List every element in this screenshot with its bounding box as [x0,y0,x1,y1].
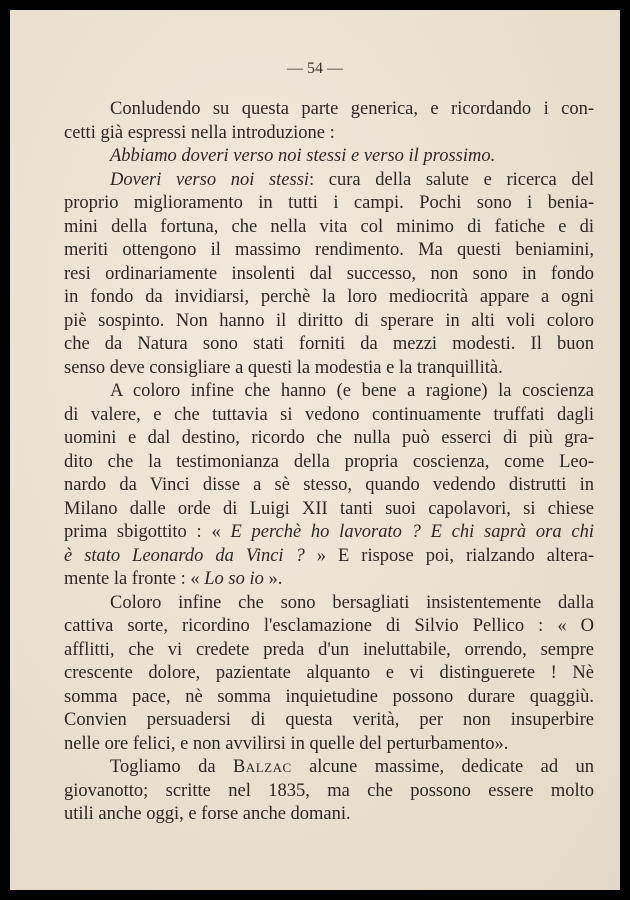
text-line [64,639,594,663]
text-segment: che da Natura sono stati forniti da mezzi modesti. Il buon [64,334,594,354]
text-line [64,662,594,686]
text-line [64,310,594,334]
text-segment: Lo so io [204,569,264,589]
text-segment: » E rispose poi, rialzando altera- [304,545,594,566]
text-line [64,169,594,193]
text-line [64,545,594,569]
text-segment: Milano dalle orde di Luigi XII tanti suoi capolavori, si chiese [64,498,594,519]
text-segment: Togliamo da [110,757,233,777]
text-line [64,286,594,310]
text-segment: somma pace, nè somma inquietudine possono durare quaggiù. [64,686,594,707]
text-segment: piè sospinto. Non hanno il diritto di sperare in alti voli coloro [64,310,594,331]
page-number: — 54 — [287,60,343,77]
text-segment: mente la fronte : « [64,569,205,589]
text-line [64,780,594,804]
text-segment: Convien persuadersi di questa verità, per non insuperbire [64,710,594,730]
text-line [64,756,594,780]
text-segment: Doveri verso noi stessi [110,169,310,190]
text-segment: resi ordinariamente insolenti dal successo, non sono in fondo [64,263,594,284]
text-line [64,568,594,592]
text-segment: alcune massime, dedicate ad un [291,757,594,777]
text-line [64,498,594,522]
text-segment: : cura della salute e ricerca del [309,169,594,190]
text-segment: senso deve consigliare a questi la modestia e la tranquillità. [64,357,503,378]
text-segment: ». [263,569,283,589]
text-segment: nelle ore felici, e non avvilirsi in quelle del perturbamento». [64,733,509,754]
text-line [64,592,594,616]
text-segment: prima sbigottito : « [64,522,231,542]
text-line [64,404,594,428]
book-page [10,10,620,890]
body-text [64,98,594,827]
text-line [64,216,594,240]
text-segment: mini della fortuna, che nella vita col minimo di fatiche e di [64,216,594,237]
text-segment: dito che la testimonianza della propria coscienza, come Leo- [64,451,594,472]
text-line [64,686,594,710]
text-segment: Coloro infine che sono bersagliati insistentemente dalla [110,592,594,613]
text-segment: meriti ottengono il massimo rendimento. Ma questi beniamini, [64,240,594,260]
text-segment: è stato Leonardo da Vinci ? [64,545,305,566]
text-segment: crescente dolore, pazientate alquanto e vi distinguerete ! Nè [64,663,594,683]
text-line [64,357,594,381]
text-line [64,263,594,287]
text-line [64,451,594,475]
text-line [64,380,594,404]
text-segment: Conludendo su questa parte generica, e ricordando i con- [110,99,594,119]
text-line [64,192,594,216]
text-line [64,239,594,263]
text-line [64,98,594,122]
text-line [64,615,594,639]
text-segment: E perchè ho lavorato ? E chi saprà ora chi [230,522,594,542]
text-segment: utili anche oggi, e forse anche domani. [64,804,351,824]
text-line [64,521,594,545]
text-segment: in fondo da invidiarsi, perchè la loro mediocrità appare a ogni [64,287,594,307]
text-segment: afflitti, che vi credete preda d'un ineluttabile, orrendo, sempre [64,639,594,660]
text-line [64,709,594,733]
text-segment: uomini e dal destino, ricordo che nulla può esserci di più gra- [64,428,594,448]
text-segment: proprio miglioramento in tutti i campi. Pochi sono i benia- [64,193,594,213]
text-segment: di valere, e che tuttavia si vedono continuamente truffati dagli [64,404,594,425]
text-segment: cattiva sorte, ricordino l'esclamazione di Silvio Pellico : « O [64,616,594,636]
text-segment: giovanotto; scritte nel 1835, ma che possono essere molto [64,780,594,801]
text-segment: A coloro infine che hanno (e bene a ragione) la coscienza [110,381,594,401]
text-segment: nardo da Vinci disse a sè stesso, quando vedendo distrutti in [64,475,594,495]
text-line [64,333,594,357]
text-line [64,145,594,169]
text-segment: Balzac [232,757,292,777]
text-segment: Abbiamo doveri verso noi stessi e verso il prossimo. [110,146,496,166]
text-line [64,427,594,451]
text-line [64,803,594,827]
text-line [64,733,594,757]
text-segment: cetti già espressi nella introduzione : [64,122,335,143]
text-line [64,122,594,146]
text-line [64,474,594,498]
